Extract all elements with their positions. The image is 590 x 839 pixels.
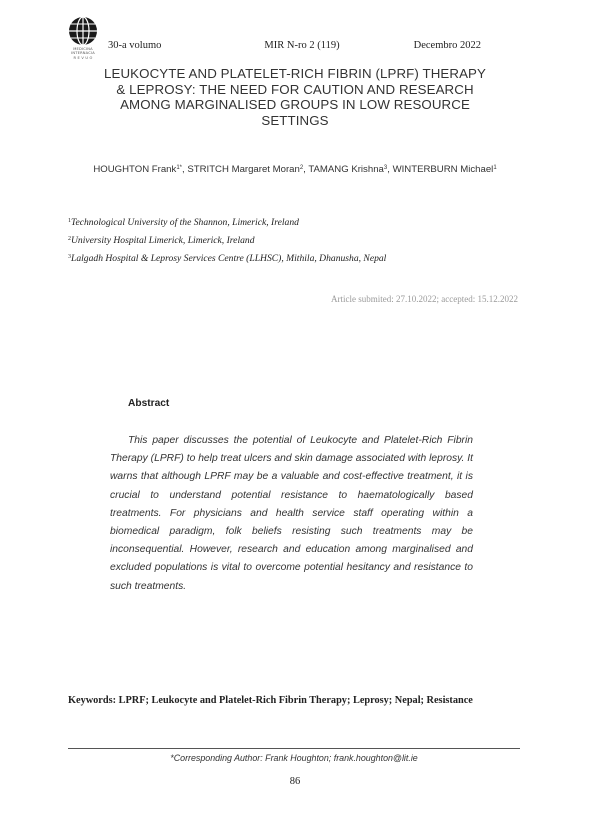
abstract-body: This paper discusses the potential of Leukocyte and Platelet-Rich Fibrin Therapy (LPRF) to help treat ulcers and skin damage associated with leprosy. It warns that although LPRF may be a valuable and cost-effective treatment, it is crucial to understand potential resistance to haematologically based treatments. For physicians and health service staff operating within a biomedical paradigm, folk beliefs resisting such treatments may be inconsequential. However, research and education among marginalised and excluded populations is vital to overcome potential hesitancy and resistance to such treatments.: [110, 435, 473, 592]
author-name: TAMANG Krishna: [308, 164, 384, 175]
abstract-heading: Abstract: [128, 398, 170, 409]
author-separator: ,: [303, 164, 309, 175]
logo-text: MEDICINA INTERNACIA R E V U O: [71, 47, 95, 60]
affiliation-mark: 3: [68, 254, 71, 260]
volume-label: 30-a volumo: [108, 40, 162, 51]
author-name: STRITCH Margaret Moran: [187, 164, 300, 175]
submission-dates: Article submited: 27.10.2022; accepted: 15.12.2022: [331, 294, 518, 304]
footnote-divider: [68, 748, 520, 749]
date-label: Decembro 2022: [413, 40, 481, 51]
author-name: WINTERBURN Michael: [392, 164, 494, 175]
affiliation-text: University Hospital Limerick, Limerick, Ireland: [71, 235, 255, 246]
title-line: SETTINGS: [261, 112, 329, 128]
affiliation-mark: 2: [68, 236, 71, 242]
author-separator: ,: [387, 164, 393, 175]
affiliation-list: [68, 214, 386, 268]
keywords: Keywords: LPRF; Leukocyte and Platelet-Rich Fibrin Therapy; Leprosy; Nepal; Resistance: [68, 695, 473, 706]
title-line: & LEPROSY: THE NEED FOR CAUTION AND RESEARCH: [116, 81, 474, 97]
article-title: [60, 66, 530, 128]
title-line: LEUKOCYTE AND PLATELET-RICH FIBRIN (LPRF) THERAPY: [104, 66, 486, 81]
author-separator: ,: [182, 164, 188, 175]
affiliation-text: Technological University of the Shannon, Limerick, Ireland: [71, 217, 299, 228]
affiliation-mark: 1: [68, 218, 71, 224]
author-affiliation-mark: 1*: [176, 165, 182, 171]
author-affiliation-mark: 3: [383, 165, 388, 171]
journal-logo: [66, 16, 100, 60]
author-list: [40, 164, 550, 175]
globe-icon: [66, 16, 100, 46]
issue-label: MIR N-ro 2 (119): [264, 40, 340, 51]
author-affiliation-mark: 1: [493, 165, 497, 171]
author-affiliation-mark: 2: [299, 165, 304, 171]
page-number: 86: [289, 776, 301, 787]
affiliation: [68, 232, 386, 250]
corresponding-author-note: *Corresponding Author: Frank Houghton; frank.houghton@lit.ie: [170, 753, 418, 763]
author-name: HOUGHTON Frank: [93, 164, 177, 175]
affiliation-text: Lalgadh Hospital & Leprosy Services Centre (LLHSC), Mithila, Dhanusha, Nepal: [71, 253, 387, 264]
title-line: AMONG MARGINALISED GROUPS IN LOW RESOURCE: [120, 97, 470, 113]
affiliation: [68, 214, 386, 232]
affiliation: [68, 250, 386, 268]
